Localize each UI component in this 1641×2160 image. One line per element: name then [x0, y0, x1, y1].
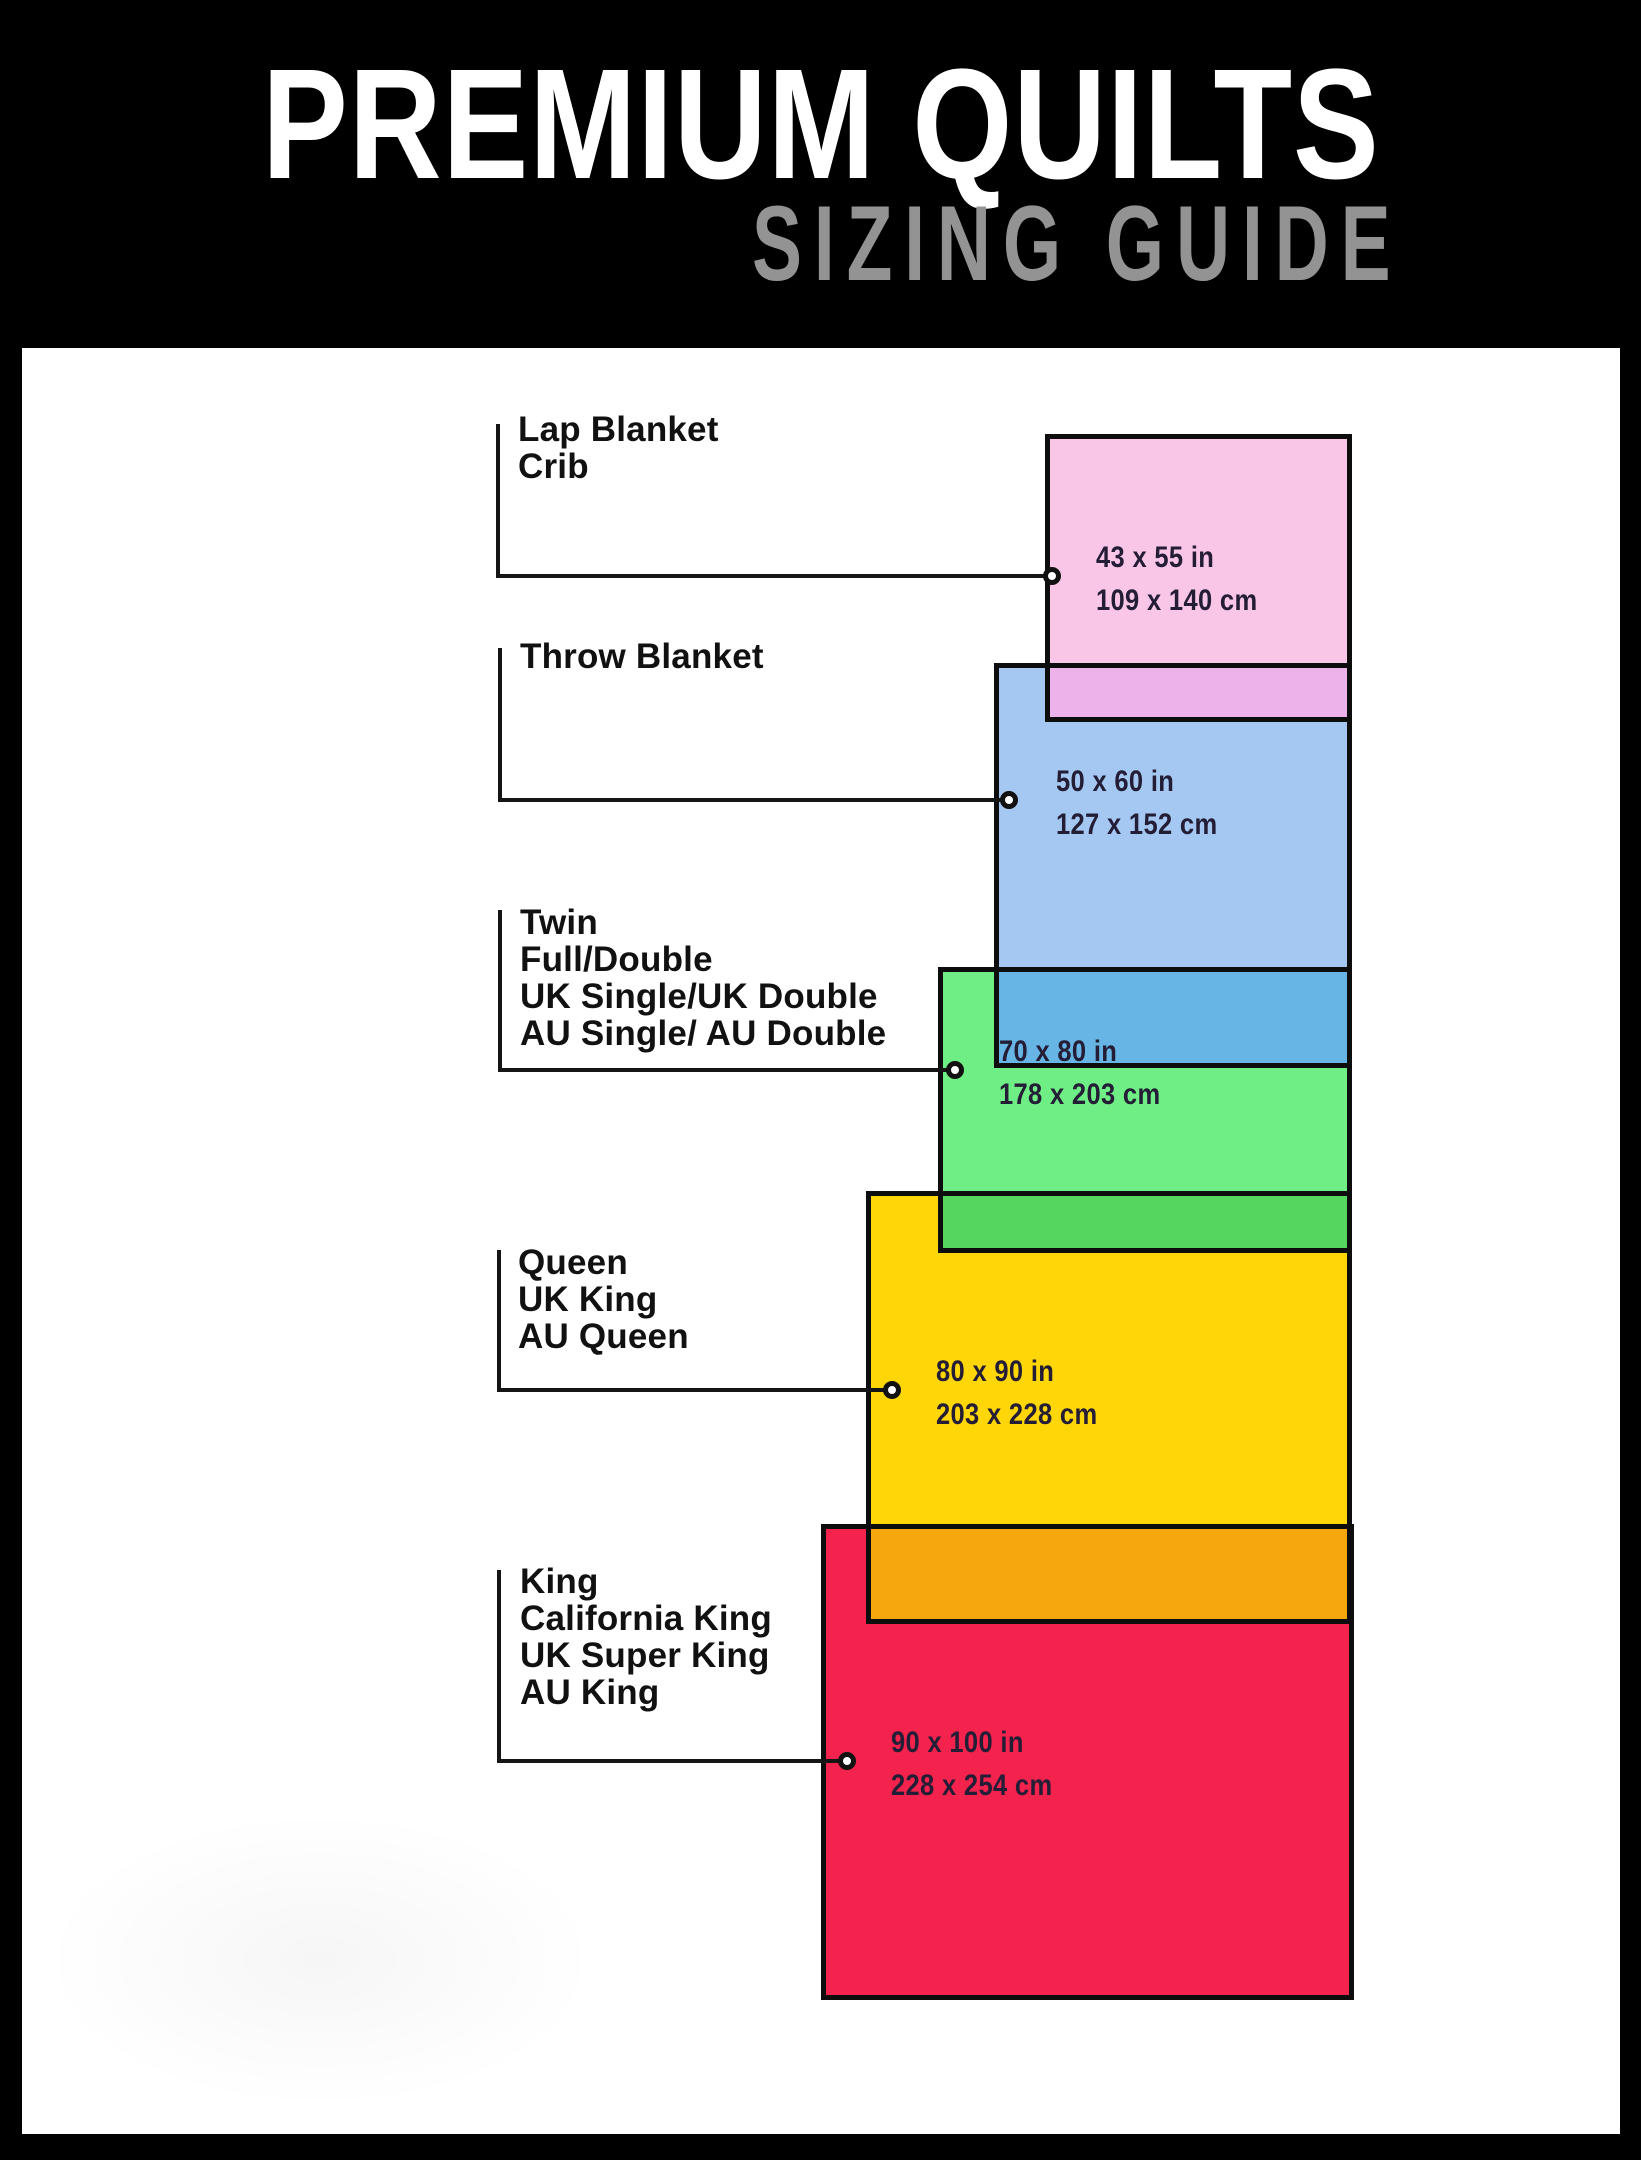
connector-line-lap [496, 424, 500, 578]
connector-line-twin [498, 910, 502, 1072]
size-label-line: UK Single/UK Double [520, 977, 878, 1016]
connector-line-queen [497, 1250, 501, 1392]
paper-smudge [40, 1810, 600, 2110]
size-dimensions-king [891, 1721, 1052, 1807]
size-label-twin [520, 904, 886, 1052]
dimensions-inches: 80 x 90 in [936, 1355, 1055, 1388]
dimensions-cm: 228 x 254 cm [891, 1769, 1053, 1802]
size-rect-throw-border [994, 663, 1352, 1068]
dimensions-inches: 50 x 60 in [1056, 765, 1175, 798]
size-label-king [520, 1563, 772, 1711]
size-label-line: Lap Blanket [518, 410, 719, 449]
dimensions-inches: 90 x 100 in [891, 1726, 1024, 1759]
size-label-line: Throw Blanket [520, 637, 764, 676]
size-label-line: California King [520, 1599, 772, 1638]
dimensions-cm: 203 x 228 cm [936, 1398, 1098, 1431]
size-label-line: King [520, 1562, 599, 1601]
connector-line-king [497, 1570, 501, 1763]
size-label-line: Queen [518, 1243, 628, 1282]
connector-line-lap [496, 574, 1052, 578]
size-label-throw [520, 638, 764, 675]
dimensions-inches: 70 x 80 in [999, 1035, 1118, 1068]
connector-line-throw [498, 648, 502, 802]
connector-line-king [497, 1759, 847, 1763]
size-label-line: AU Single/ AU Double [520, 1014, 887, 1053]
dimensions-cm: 178 x 203 cm [999, 1078, 1161, 1111]
size-label-line: Full/Double [520, 940, 713, 979]
size-label-line: Crib [518, 447, 589, 486]
connector-line-throw [498, 798, 1009, 802]
size-label-line: AU Queen [518, 1317, 689, 1356]
size-label-line: Twin [520, 903, 598, 942]
size-dimensions-lap-crib [1096, 536, 1257, 622]
size-label-line: AU King [520, 1673, 660, 1712]
size-label-queen [518, 1244, 689, 1355]
dimensions-cm: 109 x 140 cm [1096, 584, 1258, 617]
size-dimensions-twin [999, 1030, 1160, 1116]
size-label-lap-crib [518, 411, 719, 485]
connector-dot-twin [946, 1061, 964, 1079]
size-dimensions-throw [1056, 760, 1217, 846]
connector-line-twin [498, 1068, 955, 1072]
connector-dot-queen [883, 1381, 901, 1399]
page-subtitle: SIZING GUIDE [752, 183, 1403, 303]
size-dimensions-queen [936, 1350, 1097, 1436]
connector-dot-lap [1043, 567, 1061, 585]
dimensions-cm: 127 x 152 cm [1056, 808, 1218, 841]
dimensions-inches: 43 x 55 in [1096, 541, 1215, 574]
page-title: PREMIUM QUILTS [262, 37, 1380, 212]
size-label-line: UK King [518, 1280, 658, 1319]
connector-dot-king [838, 1752, 856, 1770]
size-label-line: UK Super King [520, 1636, 770, 1675]
connector-line-queen [497, 1388, 892, 1392]
connector-dot-throw [1000, 791, 1018, 809]
